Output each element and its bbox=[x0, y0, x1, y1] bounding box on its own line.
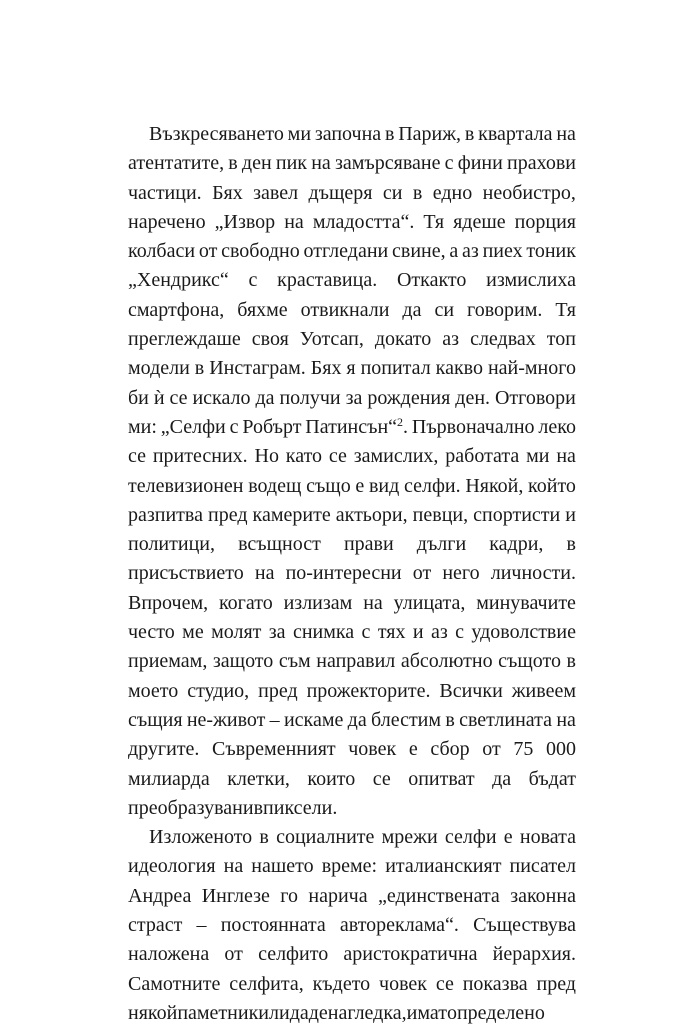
word: защото bbox=[212, 650, 274, 673]
text-line bbox=[128, 794, 576, 823]
word: искаме bbox=[283, 708, 344, 731]
word: Първоначално bbox=[411, 415, 535, 438]
text-line bbox=[128, 384, 576, 413]
word: атентатите, bbox=[128, 152, 225, 175]
word: ми: bbox=[128, 415, 157, 438]
word: селфито bbox=[258, 943, 329, 966]
word: присъствието bbox=[128, 562, 244, 585]
word: свободно bbox=[221, 240, 300, 263]
text-line bbox=[128, 618, 576, 647]
word: на bbox=[556, 445, 576, 468]
word: в bbox=[566, 533, 576, 556]
word: пиех bbox=[482, 240, 523, 263]
word: в bbox=[464, 123, 475, 145]
word: Откакто bbox=[396, 269, 467, 292]
word: разпитва bbox=[128, 503, 203, 526]
paragraph bbox=[128, 823, 576, 1028]
word: говорим. bbox=[467, 298, 543, 321]
word: не-живот bbox=[186, 708, 266, 731]
word: приемам, bbox=[128, 650, 208, 673]
word: в bbox=[412, 181, 423, 204]
word: на bbox=[556, 708, 576, 731]
word: писател bbox=[509, 855, 576, 878]
word: от bbox=[412, 562, 432, 585]
word: като bbox=[285, 445, 323, 468]
text-line bbox=[128, 970, 576, 999]
word: е bbox=[503, 826, 513, 849]
text-line bbox=[128, 823, 576, 852]
word: в bbox=[253, 796, 264, 819]
word: от bbox=[224, 943, 243, 966]
word: гледка, bbox=[347, 1001, 407, 1024]
word: личности. bbox=[490, 562, 576, 585]
footnote-marker[interactable]: 2 bbox=[397, 414, 404, 429]
word: модели bbox=[128, 357, 190, 380]
text-line bbox=[128, 852, 576, 881]
word: най-много bbox=[487, 357, 576, 380]
word: студио, bbox=[187, 679, 250, 702]
text-line bbox=[128, 706, 576, 735]
word: на bbox=[363, 591, 383, 614]
word: с bbox=[361, 621, 371, 644]
word: на bbox=[556, 123, 576, 145]
word: притесних. bbox=[152, 445, 248, 468]
word: певци, bbox=[412, 503, 469, 526]
text-line bbox=[128, 266, 576, 295]
word: страст bbox=[128, 914, 183, 937]
word: фини bbox=[457, 152, 503, 175]
word: прахови bbox=[507, 152, 576, 175]
text-line bbox=[128, 647, 576, 676]
text-line bbox=[128, 559, 576, 588]
word: йерархия. bbox=[492, 943, 576, 966]
word: Патинсън“$^2$. bbox=[305, 414, 409, 438]
word: по-интересни bbox=[285, 562, 402, 585]
text-line bbox=[128, 911, 576, 940]
word: Впрочем, bbox=[128, 591, 209, 614]
word: прожекторите. bbox=[306, 679, 431, 702]
word: измислиха bbox=[486, 269, 576, 292]
word: – bbox=[269, 708, 280, 731]
word: селфи bbox=[444, 826, 497, 849]
word: където bbox=[312, 972, 371, 995]
word: рождения bbox=[367, 386, 451, 409]
word: телевизионен bbox=[128, 474, 244, 497]
word: а bbox=[449, 240, 459, 263]
text-line bbox=[128, 179, 576, 208]
word: спортисти bbox=[473, 503, 561, 526]
word: се bbox=[435, 972, 454, 995]
word: кадри, bbox=[489, 533, 544, 556]
text-line bbox=[128, 149, 576, 178]
word: прави bbox=[343, 533, 394, 556]
word: паметник bbox=[177, 1001, 259, 1024]
word: сбор bbox=[430, 738, 470, 761]
word: идеология bbox=[128, 855, 216, 878]
word: би bbox=[128, 386, 149, 409]
word: е bbox=[355, 474, 365, 497]
word: свине, bbox=[392, 240, 446, 263]
word: за bbox=[345, 386, 363, 409]
word: „единствената bbox=[377, 884, 500, 907]
word: живеем bbox=[511, 679, 576, 702]
word: се bbox=[328, 445, 347, 468]
word: Всички bbox=[439, 679, 503, 702]
word: какво bbox=[435, 357, 483, 380]
word: социалните bbox=[276, 826, 375, 849]
word: или bbox=[258, 1001, 290, 1024]
text-line bbox=[128, 208, 576, 237]
text-line bbox=[128, 882, 576, 911]
word: Самотните bbox=[128, 972, 221, 995]
text-line bbox=[128, 589, 576, 618]
word: Инстаграм. bbox=[209, 357, 306, 380]
word: Отговори bbox=[494, 386, 576, 409]
word: нарича bbox=[308, 884, 368, 907]
word: следвах bbox=[470, 328, 536, 351]
word: Тя bbox=[423, 210, 445, 233]
word: си bbox=[382, 181, 403, 204]
word: ми bbox=[526, 445, 550, 468]
word: нашето bbox=[251, 855, 314, 878]
word: постоянната bbox=[220, 914, 326, 937]
word: порция bbox=[514, 210, 576, 233]
word: опитват bbox=[408, 767, 475, 790]
word: едно bbox=[432, 181, 473, 204]
word: от bbox=[198, 240, 218, 263]
word: – bbox=[196, 914, 207, 937]
word: се bbox=[372, 767, 391, 790]
word: автореклама“. bbox=[339, 914, 459, 937]
word: отгледани bbox=[303, 240, 389, 263]
word: камерите bbox=[252, 503, 331, 526]
word: колбаси bbox=[128, 240, 196, 263]
word: завел bbox=[253, 181, 299, 204]
word: същия bbox=[128, 708, 183, 731]
word: мрежи bbox=[381, 826, 438, 849]
word: да bbox=[255, 386, 275, 409]
word: светлината bbox=[459, 708, 553, 731]
word: същото bbox=[498, 650, 561, 673]
word: ме bbox=[182, 621, 204, 644]
word: и bbox=[412, 621, 424, 644]
word: на bbox=[311, 152, 331, 175]
word: работата bbox=[445, 445, 520, 468]
word: аристократична bbox=[343, 943, 478, 966]
word: за bbox=[268, 621, 286, 644]
word: милиарда bbox=[128, 767, 210, 790]
word: в bbox=[384, 123, 395, 145]
word: Инглезе bbox=[201, 884, 270, 907]
word: вид bbox=[368, 474, 400, 497]
word: в bbox=[566, 650, 576, 673]
word: леко bbox=[538, 415, 576, 438]
word: преглеждаше bbox=[128, 328, 241, 351]
word: на bbox=[223, 855, 244, 878]
word: наречено bbox=[128, 210, 206, 233]
word: пиксели. bbox=[263, 796, 338, 819]
word: човек bbox=[379, 972, 427, 995]
word: дъщеря bbox=[308, 181, 373, 204]
word: я bbox=[346, 357, 356, 380]
word: съм bbox=[278, 650, 311, 673]
word: Париж, bbox=[398, 123, 462, 145]
text-line bbox=[128, 472, 576, 501]
word: молят bbox=[211, 621, 262, 644]
text-line bbox=[128, 325, 576, 354]
word: блестим bbox=[371, 708, 442, 731]
word: попитал bbox=[360, 357, 431, 380]
word: да bbox=[492, 767, 512, 790]
text-line bbox=[128, 940, 576, 969]
word: „Извор bbox=[214, 210, 276, 233]
word: когато bbox=[218, 591, 273, 614]
word: „Селфи bbox=[160, 415, 226, 438]
word: клетки, bbox=[227, 767, 290, 790]
paragraph bbox=[128, 120, 576, 823]
word: Съвременният bbox=[212, 738, 336, 761]
word: с bbox=[444, 152, 454, 175]
word: него bbox=[442, 562, 480, 585]
word: Андреа bbox=[128, 884, 192, 907]
word: в bbox=[194, 357, 205, 380]
text-line bbox=[128, 413, 576, 442]
word: определено bbox=[446, 1001, 545, 1024]
word: показва bbox=[462, 972, 528, 995]
word: минувачите bbox=[476, 591, 576, 614]
word: и bbox=[565, 503, 576, 526]
word: Някой, bbox=[465, 474, 524, 497]
text-line bbox=[128, 442, 576, 471]
word: се bbox=[128, 445, 146, 468]
word: от bbox=[482, 738, 501, 761]
word: ѝ bbox=[153, 386, 165, 409]
text-line bbox=[128, 120, 576, 149]
word: моето bbox=[128, 679, 179, 702]
word: също bbox=[306, 474, 351, 497]
word: с bbox=[229, 415, 239, 438]
word: всъщност bbox=[238, 533, 321, 556]
word: ядеше bbox=[453, 210, 506, 233]
word: пред bbox=[258, 679, 298, 702]
word: дълги bbox=[416, 533, 467, 556]
word: докато bbox=[374, 328, 432, 351]
word: Възкресяването bbox=[149, 123, 284, 145]
word: човек bbox=[348, 738, 397, 761]
word: младостта“. bbox=[312, 210, 415, 233]
word: замърсяване bbox=[334, 152, 441, 175]
word: с bbox=[455, 621, 464, 644]
word: водещ bbox=[248, 474, 302, 497]
word: замислих, bbox=[353, 445, 439, 468]
word: да bbox=[402, 298, 422, 321]
word: Но bbox=[254, 445, 279, 468]
word: имат bbox=[406, 1001, 447, 1024]
word: в bbox=[259, 826, 269, 849]
word: актьори, bbox=[335, 503, 408, 526]
word: на bbox=[254, 562, 275, 585]
word: на bbox=[284, 210, 304, 233]
word: го bbox=[280, 884, 299, 907]
word: да bbox=[347, 708, 367, 731]
word: аз bbox=[442, 328, 460, 351]
word: Тя bbox=[555, 298, 576, 321]
word: се bbox=[169, 386, 188, 409]
word: наложена bbox=[128, 943, 210, 966]
word: другите. bbox=[128, 738, 200, 761]
word: който bbox=[528, 474, 576, 497]
word: италианският bbox=[385, 855, 502, 878]
word: преобразувани bbox=[128, 796, 254, 819]
word: в bbox=[228, 152, 238, 175]
word: частици. bbox=[128, 181, 202, 204]
word: които bbox=[307, 767, 356, 790]
word: излизам bbox=[283, 591, 353, 614]
text-line bbox=[128, 237, 576, 266]
word: дадена bbox=[289, 1001, 348, 1024]
word: политици, bbox=[128, 533, 215, 556]
word: бъдат bbox=[528, 767, 576, 790]
word: своя bbox=[251, 328, 289, 351]
word: Робърт bbox=[242, 415, 302, 438]
word: „Хендрикс“ bbox=[128, 269, 229, 292]
word: смартфона, bbox=[128, 298, 225, 321]
word: снимка bbox=[292, 621, 355, 644]
word: започна bbox=[314, 123, 382, 145]
word: законна bbox=[510, 884, 576, 907]
word: 000 bbox=[545, 738, 576, 761]
word: тоник bbox=[526, 240, 576, 263]
word: пред bbox=[208, 503, 248, 526]
word: ден bbox=[241, 152, 272, 175]
word: абсолютно bbox=[400, 650, 493, 673]
word: си bbox=[434, 298, 455, 321]
word: с bbox=[248, 269, 258, 292]
text-line bbox=[128, 735, 576, 764]
word: тях bbox=[377, 621, 406, 644]
word: ми bbox=[287, 123, 312, 145]
word: Бях bbox=[212, 181, 243, 204]
text-line bbox=[128, 296, 576, 325]
word: удоволствие bbox=[471, 621, 576, 644]
word: улицата, bbox=[393, 591, 466, 614]
word: е bbox=[408, 738, 418, 761]
word: отвикнали bbox=[300, 298, 390, 321]
word: бяхме bbox=[237, 298, 288, 321]
word: Уотсап, bbox=[299, 328, 364, 351]
word: Бях bbox=[310, 357, 342, 380]
word: аз bbox=[430, 621, 448, 644]
word: Изложеното bbox=[149, 826, 253, 849]
word: получи bbox=[279, 386, 341, 409]
text-line bbox=[128, 999, 576, 1028]
text-line bbox=[128, 677, 576, 706]
word: селфи. bbox=[403, 474, 461, 497]
text-line bbox=[128, 765, 576, 794]
word: новата bbox=[519, 826, 576, 849]
word: искало bbox=[192, 386, 251, 409]
word: време: bbox=[321, 855, 378, 878]
word: топ bbox=[546, 328, 576, 351]
word: селфита, bbox=[229, 972, 304, 995]
word: необистро, bbox=[482, 181, 576, 204]
text-line bbox=[128, 501, 576, 530]
word: направил bbox=[316, 650, 396, 673]
word: някой bbox=[128, 1001, 178, 1024]
body-text bbox=[128, 120, 576, 1028]
word: в bbox=[445, 708, 455, 731]
word: пред bbox=[536, 972, 576, 995]
text-line bbox=[128, 354, 576, 383]
word: често bbox=[128, 621, 175, 644]
word: краставица. bbox=[277, 269, 378, 292]
word: 75 bbox=[513, 738, 534, 761]
word: аз bbox=[462, 240, 479, 263]
word: ден. bbox=[455, 386, 491, 409]
text-line bbox=[128, 530, 576, 559]
word: Съществува bbox=[473, 914, 576, 937]
word: пик bbox=[275, 152, 307, 175]
word: квартала bbox=[478, 123, 553, 145]
